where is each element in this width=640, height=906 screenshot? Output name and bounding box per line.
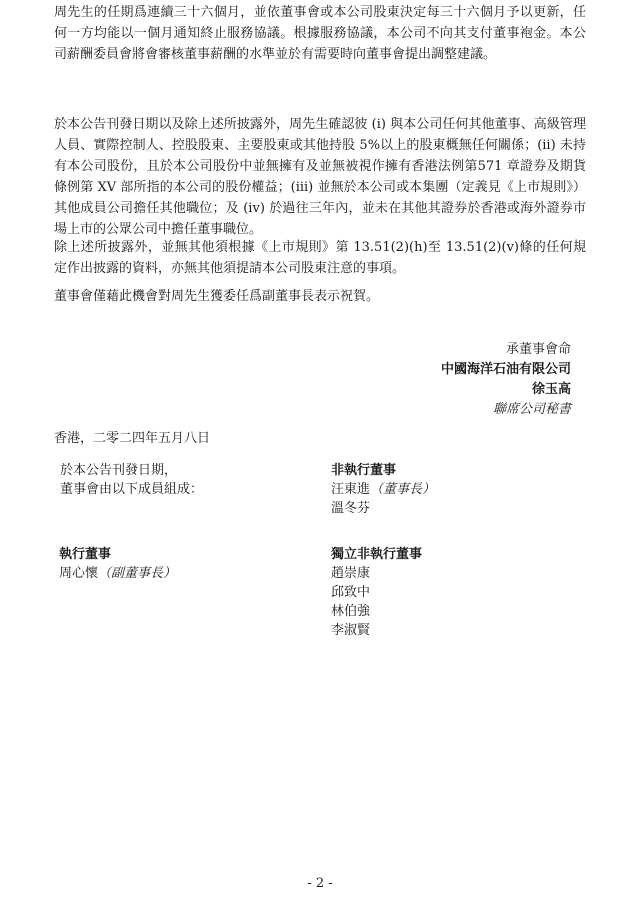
paragraph-disclosure: 除上述所披露外，並無其他須根據《上市規則》第 13.51(2)(h)至 13.51(2)(v)條的任何規定作出披露的資料，亦無其他須提請本公司股東注意的事項。 bbox=[54, 240, 586, 276]
independent-directors bbox=[331, 545, 422, 640]
signature-name: 徐玉高 bbox=[531, 382, 571, 397]
paragraph-congratulations: 董事會僅藉此機會對周先生獲委任爲副董事長表示祝賀。 bbox=[54, 289, 380, 304]
executive-heading: 執行董事 bbox=[59, 547, 112, 562]
date-line: 香港，二零二四年五月八日 bbox=[54, 431, 211, 446]
director-name: 李淑賢 bbox=[331, 623, 371, 638]
director-name: 趙崇康 bbox=[331, 566, 371, 581]
director-list-item bbox=[331, 480, 435, 499]
board-intro-line-1: 於本公告刊發日期， bbox=[60, 463, 178, 478]
executive-directors bbox=[59, 545, 176, 583]
board-intro-line-2: 董事會由以下成員組成： bbox=[60, 482, 204, 497]
non-executive-directors bbox=[331, 461, 435, 518]
non-executive-heading: 非執行董事 bbox=[331, 463, 397, 478]
signature-by-order: 承董事會命 bbox=[505, 342, 571, 357]
paragraph-confirmation: 於本公告刊發日期以及除上述所披露外，周先生確認彼 (i) 與本公司任何其他董事、高級管理人員、實際控制人、控股股東、主要股東或其他持股 5%以上的股東概無任何關係；(ii) 未持有本公司股份，且於本公司股份中並無擁有及並無被視作擁有香港法例第571 章證券及期貨條例第 XV 部所指的本公司的股份權益；(iii) 並無於本公司或本集團（定義見《上市規則》）其他成員公司擔任其他職位；及 (iv) 於過往三年內，並未在其他其證券於香港或海外證券市場上市的公眾公司中擔任董事職位。 bbox=[54, 117, 586, 237]
paragraph-term-of-office: 周先生的任期爲連續三十六個月，並依董事會或本公司股東決定每三十六個月予以更新，任何一方均能以一個月通知終止服務協議。根據服務協議，本公司不向其支付董事袍金。本公司薪酬委員會將會審核董事薪酬的水準並於有需要時向董事會提出調整建議。 bbox=[54, 5, 586, 62]
director-list-item bbox=[59, 564, 176, 583]
director-name: 周心懷 bbox=[59, 566, 99, 581]
page-number: - 2 - bbox=[307, 876, 333, 891]
signature-block bbox=[441, 340, 571, 420]
board-composition-intro bbox=[60, 461, 203, 499]
director-name: 溫冬芬 bbox=[331, 501, 371, 516]
director-role: （副董事長） bbox=[98, 566, 177, 581]
director-name: 邱致中 bbox=[331, 585, 371, 600]
signature-company: 中國海洋石油有限公司 bbox=[440, 362, 571, 377]
director-role: （董事長） bbox=[370, 482, 436, 497]
signature-title: 聯席公司秘書 bbox=[492, 402, 571, 417]
director-name: 汪東進 bbox=[331, 482, 371, 497]
director-name: 林伯強 bbox=[331, 604, 371, 619]
independent-heading: 獨立非執行董事 bbox=[331, 547, 423, 562]
